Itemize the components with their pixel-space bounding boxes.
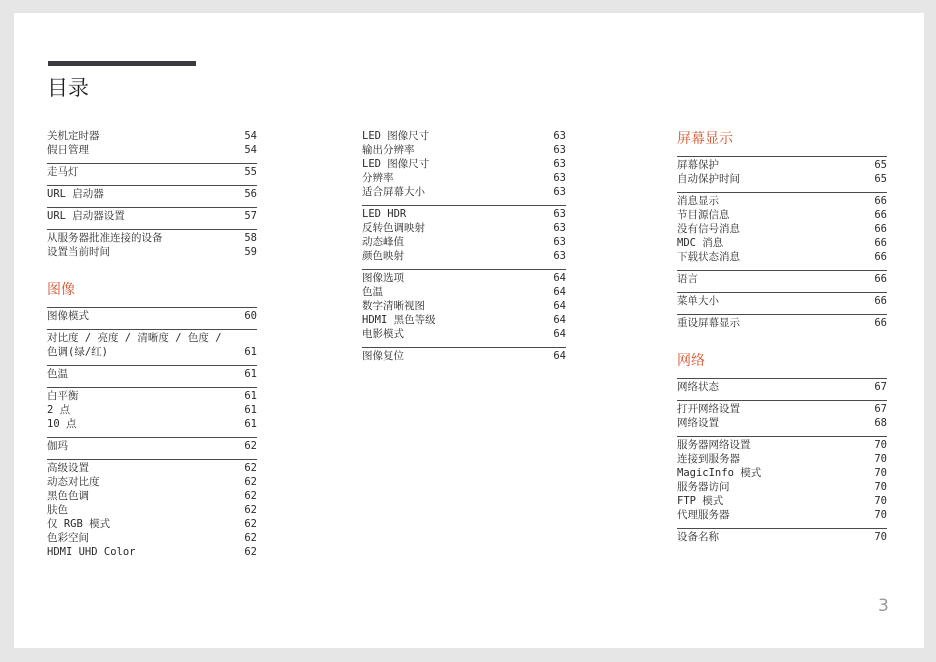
toc-entry-title: 服务器访问: [677, 481, 730, 493]
toc-entry[interactable]: [362, 299, 566, 313]
section-heading: 网络: [677, 353, 705, 369]
page-number: 3: [878, 596, 889, 616]
toc-entry[interactable]: [677, 172, 887, 186]
toc-entry-page: 61: [244, 368, 257, 380]
toc-entry-title: 服务器网络设置: [677, 439, 751, 451]
toc-entry[interactable]: [47, 129, 257, 143]
toc-entry-title: 黑色色调: [47, 490, 89, 502]
toc-entry-page: 63: [553, 130, 566, 142]
toc-entry-page: 70: [874, 453, 887, 465]
toc-entry[interactable]: [47, 503, 257, 517]
toc-entry-page: 54: [244, 144, 257, 156]
toc-entry-title: HDMI 黑色等级: [362, 314, 436, 326]
toc-group: [677, 314, 887, 330]
toc-entry[interactable]: [677, 250, 887, 264]
toc-entry-page: 64: [553, 286, 566, 298]
toc-group: [47, 128, 257, 157]
toc-entry-page: 63: [553, 236, 566, 248]
toc-entry-page: 64: [553, 314, 566, 326]
toc-entry[interactable]: [47, 245, 257, 259]
toc-entry-page: 63: [553, 186, 566, 198]
toc-group: [47, 307, 257, 323]
toc-entry[interactable]: [47, 439, 257, 453]
toc-entry-title: 适合屏幕大小: [362, 186, 425, 198]
toc-entry-page: 63: [553, 250, 566, 262]
toc-entry-page: 66: [874, 251, 887, 263]
toc-entry-page: 63: [553, 144, 566, 156]
toc-entry-page: 68: [874, 417, 887, 429]
toc-entry[interactable]: [362, 249, 566, 263]
toc-entry[interactable]: [677, 508, 887, 522]
toc-group: [677, 528, 887, 544]
toc-entry-title: 数字清晰视图: [362, 300, 425, 312]
toc-entry-page: 70: [874, 531, 887, 543]
toc-group: [47, 185, 257, 201]
toc-entry-title: 输出分辨率: [362, 144, 415, 156]
toc-column-2: [362, 128, 566, 369]
toc-entry-page: 66: [874, 195, 887, 207]
toc-group: [677, 378, 887, 394]
toc-group: [362, 128, 566, 199]
toc-entry[interactable]: [677, 294, 887, 308]
toc-entry[interactable]: [677, 402, 887, 416]
document-page: [14, 13, 924, 648]
toc-entry-title: 下载状态消息: [677, 251, 740, 263]
toc-entry-page: 54: [244, 130, 257, 142]
toc-entry[interactable]: [677, 494, 887, 508]
toc-group: [677, 292, 887, 308]
toc-entry[interactable]: [47, 209, 257, 223]
toc-entry-page: 67: [874, 403, 887, 415]
toc-entry-title: URL 启动器: [47, 188, 104, 200]
toc-entry[interactable]: [677, 194, 887, 208]
toc-column-1: [47, 128, 257, 565]
toc-entry-title: 设置当前时间: [47, 246, 110, 258]
toc-entry-title: 10 点: [47, 418, 77, 430]
toc-column-3: [677, 128, 887, 550]
toc-entry-page: 70: [874, 439, 887, 451]
toc-entry-page: 62: [244, 462, 257, 474]
toc-entry-title: 语言: [677, 273, 698, 285]
toc-entry-title: 打开网络设置: [677, 403, 740, 415]
toc-entry[interactable]: [677, 466, 887, 480]
toc-entry-title: 连接到服务器: [677, 453, 740, 465]
toc-entry-title: 屏幕保护: [677, 159, 719, 171]
toc-entry[interactable]: [677, 236, 887, 250]
toc-entry[interactable]: [47, 517, 257, 531]
toc-entry-page: 63: [553, 222, 566, 234]
toc-entry-page: 61: [244, 404, 257, 416]
toc-group: [47, 459, 257, 559]
toc-entry-title: 颜色映射: [362, 250, 404, 262]
toc-entry-page: 66: [874, 273, 887, 285]
toc-entry[interactable]: [47, 165, 257, 179]
toc-group: [362, 347, 566, 363]
toc-entry-title: 代理服务器: [677, 509, 730, 521]
toc-entry[interactable]: [362, 285, 566, 299]
toc-entry[interactable]: [47, 309, 257, 323]
toc-entry[interactable]: [362, 207, 566, 221]
toc-entry[interactable]: [47, 475, 257, 489]
toc-entry-page: 61: [244, 390, 257, 402]
toc-entry-title: LED 图像尺寸: [362, 158, 430, 170]
toc-entry[interactable]: [362, 271, 566, 285]
toc-group: [47, 207, 257, 223]
toc-entry-title: 假日管理: [47, 144, 89, 156]
toc-entry-page: 66: [874, 209, 887, 221]
toc-entry-title: 动态对比度: [47, 476, 100, 488]
toc-entry[interactable]: [362, 221, 566, 235]
toc-entry-title: 图像选项: [362, 272, 404, 284]
toc-entry-page: 64: [553, 350, 566, 362]
toc-entry[interactable]: [677, 530, 887, 544]
toc-group: [677, 400, 887, 430]
toc-entry-page: 62: [244, 532, 257, 544]
toc-entry-page: 62: [244, 490, 257, 502]
toc-entry-page: 70: [874, 509, 887, 521]
toc-entry-title: HDMI UHD Color: [47, 546, 136, 558]
toc-entry-page: 70: [874, 495, 887, 507]
toc-entry-title: 仅 RGB 模式: [47, 518, 111, 530]
toc-entry[interactable]: [677, 438, 887, 452]
toc-entry[interactable]: [362, 129, 566, 143]
toc-entry-title: 色温: [362, 286, 383, 298]
toc-entry[interactable]: [362, 157, 566, 171]
toc-entry[interactable]: [362, 349, 566, 363]
toc-entry-title: 消息显示: [677, 195, 719, 207]
toc-entry-title: LED HDR: [362, 208, 407, 220]
toc-group: [47, 365, 257, 381]
toc-entry[interactable]: [362, 185, 566, 199]
toc-entry-page: 64: [553, 328, 566, 340]
toc-entry-title: 节目源信息: [677, 209, 730, 221]
toc-entry[interactable]: [47, 489, 257, 503]
toc-entry[interactable]: [677, 480, 887, 494]
toc-entry-page: 67: [874, 381, 887, 393]
toc-entry-page: 64: [553, 300, 566, 312]
toc-entry-page: 70: [874, 481, 887, 493]
section-heading: 屏幕显示: [677, 131, 733, 147]
toc-entry-page: 60: [244, 310, 257, 322]
toc-entry-title: 2 点: [47, 404, 71, 416]
toc-entry-page: 58: [244, 232, 257, 244]
toc-entry-title: 动态峰值: [362, 236, 404, 248]
toc-entry-title: URL 启动器设置: [47, 210, 125, 222]
toc-entry-page: 70: [874, 467, 887, 479]
toc-entry-title: 走马灯: [47, 166, 79, 178]
toc-group: [362, 205, 566, 263]
toc-entry-title: 关机定时器: [47, 130, 100, 142]
toc-group: [47, 163, 257, 179]
title-accent-bar: [48, 61, 196, 66]
toc-entry[interactable]: [677, 208, 887, 222]
toc-entry-title: MDC 消息: [677, 237, 724, 249]
toc-entry[interactable]: [677, 316, 887, 330]
toc-entry-page: 66: [874, 295, 887, 307]
toc-entry-title: 分辨率: [362, 172, 394, 184]
toc-entry-title: 设备名称: [677, 531, 719, 543]
toc-entry-title: 菜单大小: [677, 295, 719, 307]
toc-entry-page: 64: [553, 272, 566, 284]
toc-entry-page: 62: [244, 546, 257, 558]
toc-entry-title: 自动保护时间: [677, 173, 740, 185]
toc-entry-title: 图像复位: [362, 350, 404, 362]
toc-entry-page: 63: [553, 208, 566, 220]
toc-entry-title: FTP 模式: [677, 495, 724, 507]
toc-group: [677, 192, 887, 264]
toc-group: [47, 329, 257, 359]
toc-entry-page: 57: [244, 210, 257, 222]
section-heading: 图像: [47, 282, 75, 298]
toc-entry[interactable]: [47, 231, 257, 245]
toc-entry[interactable]: [47, 545, 257, 559]
toc-group: [677, 270, 887, 286]
toc-entry-page: 65: [874, 159, 887, 171]
toc-entry[interactable]: [677, 416, 887, 430]
toc-entry-page: 62: [244, 518, 257, 530]
toc-entry[interactable]: [47, 531, 257, 545]
toc-entry-title: 电影模式: [362, 328, 404, 340]
toc-entry-title: 高级设置: [47, 462, 89, 474]
toc-entry[interactable]: [362, 313, 566, 327]
toc-group: [677, 436, 887, 522]
toc-entry[interactable]: [47, 417, 257, 431]
toc-entry[interactable]: [47, 331, 257, 359]
toc-group: [362, 269, 566, 341]
toc-entry-title: 对比度 / 亮度 / 清晰度 / 色度 / 色调(绿/红): [47, 332, 222, 358]
toc-entry-page: 65: [874, 173, 887, 185]
toc-entry-page: 56: [244, 188, 257, 200]
toc-group: [47, 387, 257, 431]
toc-entry-title: MagicInfo 模式: [677, 467, 762, 479]
toc-entry-page: 63: [553, 172, 566, 184]
toc-entry[interactable]: [47, 143, 257, 157]
toc-entry-title: 从服务器批准连接的设备: [47, 232, 163, 244]
toc-entry-title: LED 图像尺寸: [362, 130, 430, 142]
toc-entry[interactable]: [362, 143, 566, 157]
toc-entry[interactable]: [47, 461, 257, 475]
toc-group: [677, 156, 887, 186]
toc-entry[interactable]: [362, 171, 566, 185]
toc-entry-page: 66: [874, 237, 887, 249]
toc-entry-title: 白平衡: [47, 390, 79, 402]
toc-entry[interactable]: [47, 187, 257, 201]
toc-entry[interactable]: [47, 403, 257, 417]
toc-entry-title: 色彩空间: [47, 532, 89, 544]
toc-entry-page: 59: [244, 246, 257, 258]
toc-entry[interactable]: [47, 367, 257, 381]
toc-entry-title: 反转色调映射: [362, 222, 425, 234]
toc-entry[interactable]: [677, 452, 887, 466]
toc-entry-title: 伽玛: [47, 440, 68, 452]
toc-entry[interactable]: [677, 272, 887, 286]
toc-entry-title: 网络设置: [677, 417, 719, 429]
toc-entry-page: 63: [553, 158, 566, 170]
toc-entry[interactable]: [677, 222, 887, 236]
toc-entry[interactable]: [677, 158, 887, 172]
toc-entry-page: 61: [244, 418, 257, 430]
toc-entry[interactable]: [362, 327, 566, 341]
toc-entry[interactable]: [47, 389, 257, 403]
toc-entry-title: 网络状态: [677, 381, 719, 393]
toc-entry-page: 66: [874, 317, 887, 329]
page-title: 目录: [47, 76, 89, 100]
toc-entry-page: 62: [244, 440, 257, 452]
toc-group: [47, 437, 257, 453]
toc-entry-page: 61: [244, 346, 257, 358]
toc-entry-page: 55: [244, 166, 257, 178]
toc-entry[interactable]: [362, 235, 566, 249]
toc-entry-title: 没有信号消息: [677, 223, 740, 235]
toc-entry-page: 66: [874, 223, 887, 235]
toc-entry-page: 62: [244, 476, 257, 488]
toc-entry-page: 62: [244, 504, 257, 516]
toc-entry-title: 重设屏幕显示: [677, 317, 740, 329]
toc-group: [47, 229, 257, 259]
toc-entry-title: 图像模式: [47, 310, 89, 322]
toc-entry[interactable]: [677, 380, 887, 394]
toc-entry-title: 肤色: [47, 504, 68, 516]
toc-entry-title: 色温: [47, 368, 68, 380]
